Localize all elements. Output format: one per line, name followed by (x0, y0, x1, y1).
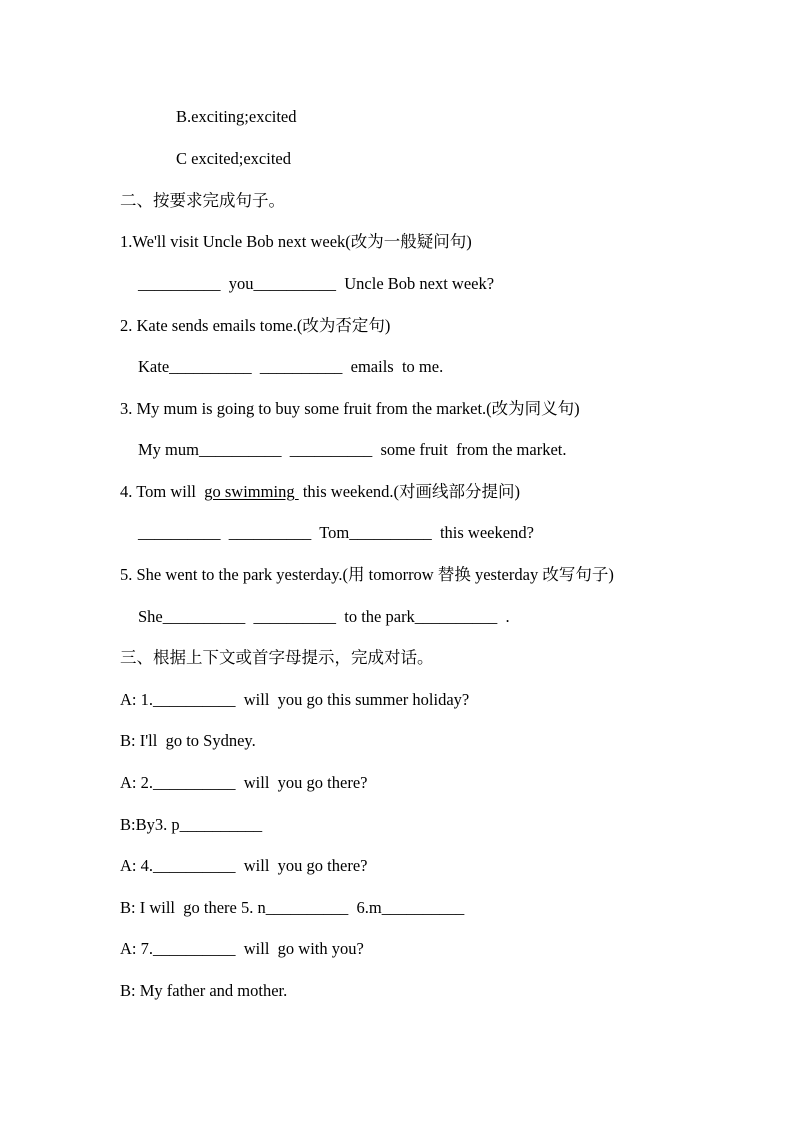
option-c: C excited;excited (176, 149, 291, 168)
section-3-heading: 三、根据上下文或首字母提示，完成对话。 (120, 648, 434, 667)
dialogue-line-6: B: I will go there 5. n__________ 6.m__________ (120, 898, 465, 917)
question-4-after: this weekend.(对画线部分提问) (298, 482, 521, 501)
option-b: B.exciting;excited (176, 107, 297, 126)
question-4 (120, 482, 520, 502)
question-3: 3. My mum is going to buy some fruit from the market.(改为同义句) (120, 399, 580, 418)
section-2-heading: 二、按要求完成句子。 (120, 191, 285, 210)
question-5: 5. She went to the park yesterday.(用 tomorrow 替换 yesterday 改写句子) (120, 565, 614, 584)
dialogue-line-4: B:By3. p__________ (120, 815, 263, 834)
answer-line-5: She__________ __________ to the park__________ . (138, 607, 510, 626)
question-2: 2. Kate sends emails tome.(改为否定句) (120, 316, 391, 335)
question-4-underlined: go swimming (204, 482, 299, 501)
dialogue-line-2: B: I'll go to Sydney. (120, 731, 256, 750)
answer-line-2: Kate__________ __________ emails to me. (138, 357, 444, 376)
answer-line-4: __________ __________ Tom__________ this weekend? (138, 523, 534, 542)
question-4-before: 4. Tom will (120, 482, 205, 501)
question-1: 1.We'll visit Uncle Bob next week(改为一般疑问句) (120, 232, 472, 251)
dialogue-line-7: A: 7.__________ will go with you? (120, 939, 364, 958)
dialogue-line-3: A: 2.__________ will you go there? (120, 773, 368, 792)
answer-line-3: My mum__________ __________ some fruit from the market. (138, 440, 567, 459)
answer-line-1: __________ you__________ Uncle Bob next week? (138, 274, 495, 293)
dialogue-line-1: A: 1.__________ will you go this summer holiday? (120, 690, 470, 709)
dialogue-line-5: A: 4.__________ will you go there? (120, 856, 368, 875)
dialogue-line-8: B: My father and mother. (120, 981, 288, 1000)
